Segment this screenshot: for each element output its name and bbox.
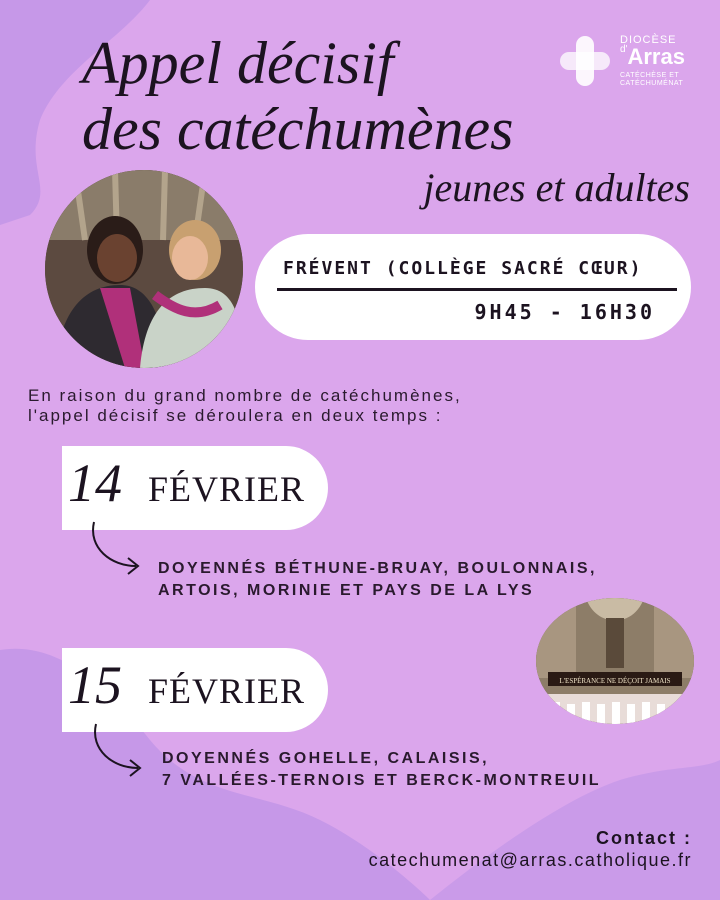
event-time: 9H45 - 16H30 <box>474 300 655 324</box>
deanery-2-line-2: 7 VALLÉES-TERNOIS ET BERCK-MONTREUIL <box>162 772 602 789</box>
logo-diocese-label: DIOCÈSE <box>620 34 677 46</box>
deanery-list-2 <box>162 748 601 792</box>
event-info-pill <box>255 234 691 340</box>
cross-icon <box>558 34 612 88</box>
curved-arrow-icon <box>88 720 148 780</box>
date-1-day: 14 <box>68 453 122 513</box>
divider <box>277 288 677 291</box>
logo-dept-line-1: CATÉCHÈSE ET <box>620 72 680 79</box>
deanery-1-line-1: DOYENNÉS BÉTHUNE-BRUAY, BOULONNAIS, <box>158 560 597 577</box>
photo-cathedral-interior <box>536 598 694 724</box>
deanery-1-line-2: ARTOIS, MORINIE ET PAYS DE LA LYS <box>158 582 535 599</box>
intro-line-1: En raison du grand nombre de catéchumènes, <box>28 386 462 405</box>
banner-text: L'ESPÉRANCE NE DÉÇOIT JAMAIS <box>559 677 671 685</box>
intro-text <box>28 386 462 426</box>
contact-email-link[interactable]: catechumenat@arras.catholique.fr <box>368 850 692 870</box>
date-2-day: 15 <box>68 655 122 715</box>
deanery-2-line-1: DOYENNÉS GOHELLE, CALAISIS, <box>162 750 490 767</box>
curved-arrow-icon <box>86 518 146 578</box>
logo-dept-line-2: CATÉCHUMÉNAT <box>620 80 684 87</box>
intro-line-2: l'appel décisif se déroulera en deux temps : <box>28 406 443 425</box>
date-2-month: FÉVRIER <box>148 671 306 711</box>
page-title <box>82 30 513 162</box>
event-location: FRÉVENT (COLLÈGE SACRÉ CŒUR) <box>283 258 643 279</box>
title-line-1: Appel décisif <box>82 30 394 96</box>
deanery-list-1 <box>158 558 597 602</box>
photo-catechumens-embrace <box>45 170 243 368</box>
diocese-logo <box>558 28 698 90</box>
date-1-month: FÉVRIER <box>148 469 306 509</box>
title-line-2: des catéchumènes <box>82 96 514 162</box>
logo-city-name: Arras <box>627 44 685 69</box>
contact-label: Contact : <box>596 828 692 848</box>
logo-d-prefix: d' <box>620 44 628 55</box>
subtitle: jeunes et adultes <box>423 165 690 210</box>
logo-city <box>620 44 685 70</box>
